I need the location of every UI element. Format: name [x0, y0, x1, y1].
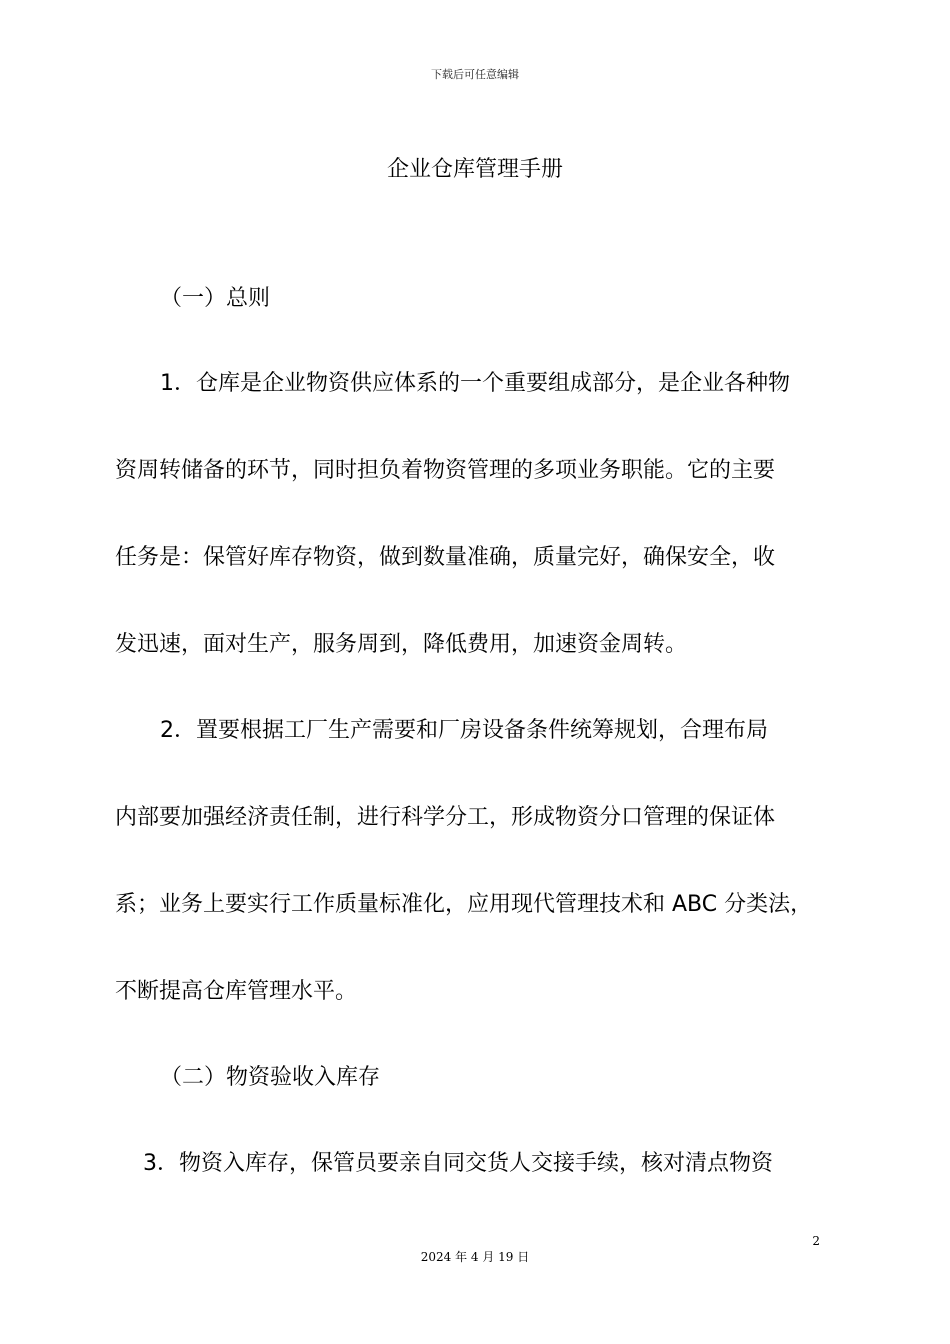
paragraph-line: 3．物资入库存，保管员要亲自同交货人交接手续，核对清点物资 — [143, 1151, 773, 1176]
paragraph-line: 发迅速，面对生产，服务周到，降低费用，加速资金周转。 — [115, 632, 688, 657]
section-heading-general: （一）总则 — [160, 286, 271, 311]
page-number: 2 — [812, 1234, 820, 1248]
footer-date: 2024 年 4 月 19 日 — [420, 1250, 530, 1264]
paragraph-line: 内部要加强经济责任制，进行科学分工，形成物资分口管理的保证体 — [115, 805, 776, 830]
paragraph-line: 不断提高仓库管理水平。 — [115, 979, 358, 1004]
paragraph-line: 系；业务上要实行工作质量标准化，应用现代管理技术和 ABC 分类法， — [115, 892, 813, 917]
document-title: 企业仓库管理手册 — [386, 157, 563, 182]
paragraph-line: 资周转储备的环节，同时担负着物资管理的多项业务职能。它的主要 — [115, 458, 776, 483]
paragraph-line: 2．置要根据工厂生产需要和厂房设备条件统筹规划，合理布局 — [160, 718, 768, 743]
section-heading-receiving: （二）物资验收入库存 — [160, 1065, 381, 1090]
header-note: 下载后可任意编辑 — [431, 68, 519, 81]
paragraph-line: 1．仓库是企业物资供应体系的一个重要组成部分，是企业各种物 — [160, 371, 790, 396]
paragraph-line: 任务是：保管好库存物资，做到数量准确，质量完好，确保安全，收 — [115, 545, 776, 570]
